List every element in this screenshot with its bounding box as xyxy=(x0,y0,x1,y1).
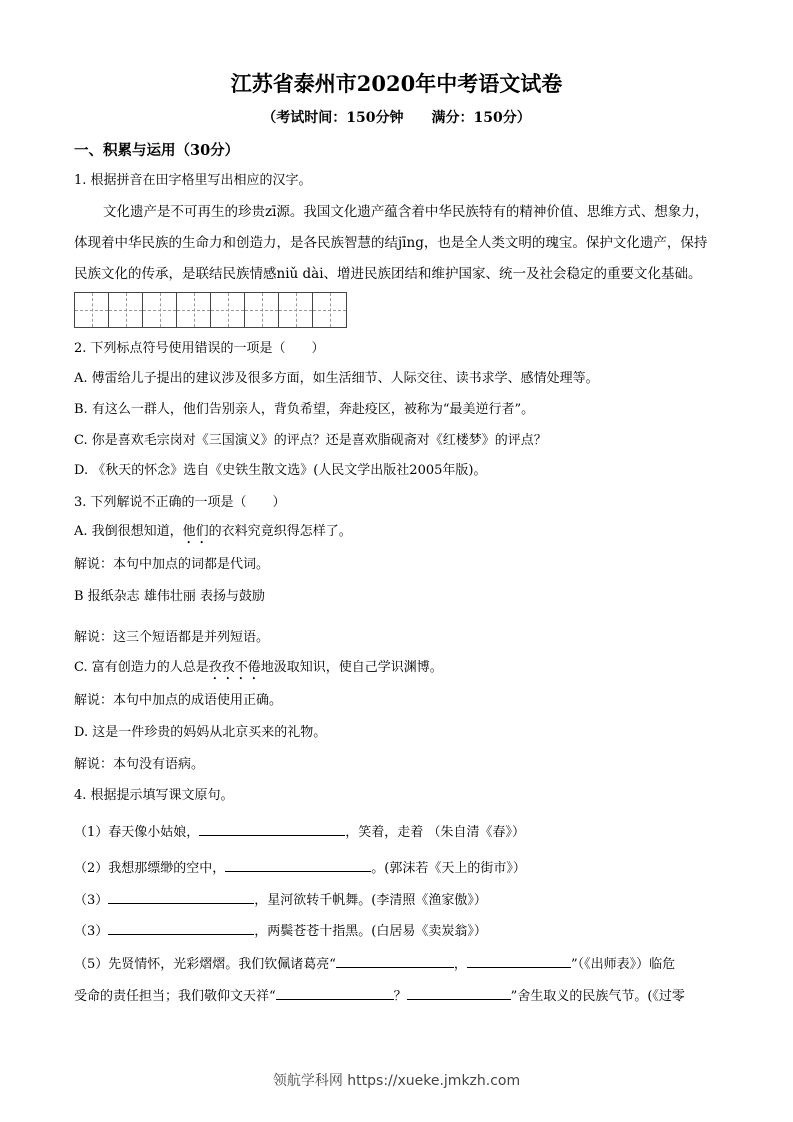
q2-option-a: A. 傅雷给儿子提出的建议涉及很多方面，如生活细节、人际交往、读书求学、感情处理等。 xyxy=(74,371,599,386)
q3-c-note: 解说：本句中加点的成语使用正确。 xyxy=(74,693,283,708)
q3-c-text: C. 富有创造力的人总是 xyxy=(74,660,209,675)
q4-text: ”（《出师表》）临危 xyxy=(570,957,676,972)
q3-a-text: 得怎样了。 xyxy=(286,524,352,539)
q3-c-dotted-idiom: 孜孜不倦 xyxy=(208,660,261,675)
q3-d-note: 解说：本句没有语病。 xyxy=(74,757,205,772)
page-subtitle: （考试时间：150分钟 满分：150分） xyxy=(262,110,531,126)
tianzige-cell[interactable] xyxy=(211,293,245,327)
q2-option-d: D. 《秋天的怀念》选自《史铁生散文选》(人民文学出版社2005年版)。 xyxy=(74,463,487,478)
tianzige-cell[interactable] xyxy=(245,293,279,327)
q4-text: （2）我想那缥缈的空中， xyxy=(74,861,226,876)
page-title: 江苏省泰州市2020年中考语文试卷 xyxy=(230,71,563,96)
q4-text: ，两鬓苍苍十指黑。(白居易《卖炭翁》） xyxy=(254,924,487,939)
q4-text: 。(郭沫若《天上的街市》） xyxy=(371,861,526,876)
answer-blank[interactable] xyxy=(407,985,511,1000)
q2-option-b: B. 有这么一群人，他们告别亲人，背负希望，奔赴疫区，被称为“最美逆行者”。 xyxy=(74,402,535,417)
q4-text: （1）春天像小姑娘， xyxy=(74,825,200,840)
q4-text: ？ xyxy=(393,989,407,1004)
q3-a-text: A. 我倒很想知道， xyxy=(74,524,183,539)
q3-a-note: 解说：本句中加点的词都是代词。 xyxy=(74,557,270,572)
q1-paragraph-line: 文化遗产是不可再生的珍贵zī源。我国文化遗产蕴含着中华民族特有的精神价值、思维方式、想象力， xyxy=(103,204,709,220)
tianzige-grid xyxy=(74,292,347,328)
answer-blank[interactable] xyxy=(225,857,371,872)
q4-text: ， xyxy=(453,957,467,972)
q4-line-4 xyxy=(74,920,487,941)
q3-a-text: 的衣料究竟 xyxy=(208,524,274,539)
q1-paragraph-line: 体现着中华民族的生命力和创造力，是各民族智慧的结jīng，也是全人类文明的瑰宝。保护文化遗产，保持 xyxy=(74,235,708,251)
q4-text: （5）先贤情怀，光彩熠熠。我们钦佩诸葛亮“ xyxy=(74,957,336,972)
tianzige-cell[interactable] xyxy=(177,293,211,327)
answer-blank[interactable] xyxy=(108,889,254,904)
q4-stem: 4. 根据提示填写课文原句。 xyxy=(74,788,234,803)
q3-c-text: 地汲取知识，使自己学识渊博。 xyxy=(260,660,443,675)
q4-source: （朱自清《春》） xyxy=(427,825,525,840)
answer-blank[interactable] xyxy=(467,953,571,968)
answer-blank[interactable] xyxy=(276,985,394,1000)
footer-watermark: 领航学科网 https://xueke.jmkzh.com xyxy=(272,1073,521,1089)
q4-text: ，星河欲转千帆舞。(李清照《渔家傲》） xyxy=(254,893,487,908)
q4-line-5 xyxy=(74,953,675,974)
answer-blank[interactable] xyxy=(336,953,454,968)
q3-option-c xyxy=(74,659,443,683)
q1-stem: 1. 根据拼音在田字格里写出相应的汉字。 xyxy=(74,173,312,188)
answer-blank[interactable] xyxy=(199,821,345,836)
q4-line-3 xyxy=(74,889,487,910)
q2-stem: 2. 下列标点符号使用错误的一项是（ ） xyxy=(74,341,325,356)
tianzige-cell[interactable] xyxy=(313,293,346,327)
q3-stem: 3. 下列解说不正确的一项是（ ） xyxy=(74,495,286,510)
tianzige-cell[interactable] xyxy=(109,293,143,327)
q4-line-1 xyxy=(74,821,525,842)
q1-paragraph-line: 民族文化的传承，是联结民族情感niǔ dài、增进民族团结和维护国家、统一及社会稳定的重要文化基础。 xyxy=(74,266,702,282)
q4-line-6 xyxy=(74,985,685,1006)
q3-a-dotted-word: 他们 xyxy=(182,524,209,539)
q3-a-text: 织 xyxy=(273,524,287,539)
answer-blank[interactable] xyxy=(108,920,254,935)
section-heading: 一、积累与运用（30分） xyxy=(74,142,240,159)
tianzige-cell[interactable] xyxy=(143,293,177,327)
q4-line-2 xyxy=(74,857,526,878)
q3-option-d: D. 这是一件珍贵的妈妈从北京买来的礼物。 xyxy=(74,725,327,740)
q3-option-a xyxy=(74,523,352,547)
q3-b-note: 解说：这三个短语都是并列短语。 xyxy=(74,630,270,645)
q4-text: ，笑着，走着 xyxy=(345,825,424,840)
q3-option-b: B 报纸杂志 雄伟壮丽 表扬与鼓励 xyxy=(74,589,265,604)
q4-text: ”舍生取义的民族气节。(《过零 xyxy=(510,989,685,1004)
tianzige-cell[interactable] xyxy=(279,293,313,327)
q4-text: （3） xyxy=(74,924,109,939)
tianzige-cell[interactable] xyxy=(75,293,109,327)
q4-text: （3） xyxy=(74,893,109,908)
q2-option-c: C. 你是喜欢毛宗岗对《三国演义》的评点？还是喜欢脂砚斋对《红楼梦》的评点？ xyxy=(74,433,547,448)
q4-text: 受命的责任担当；我们敬仰文天祥“ xyxy=(74,989,276,1004)
